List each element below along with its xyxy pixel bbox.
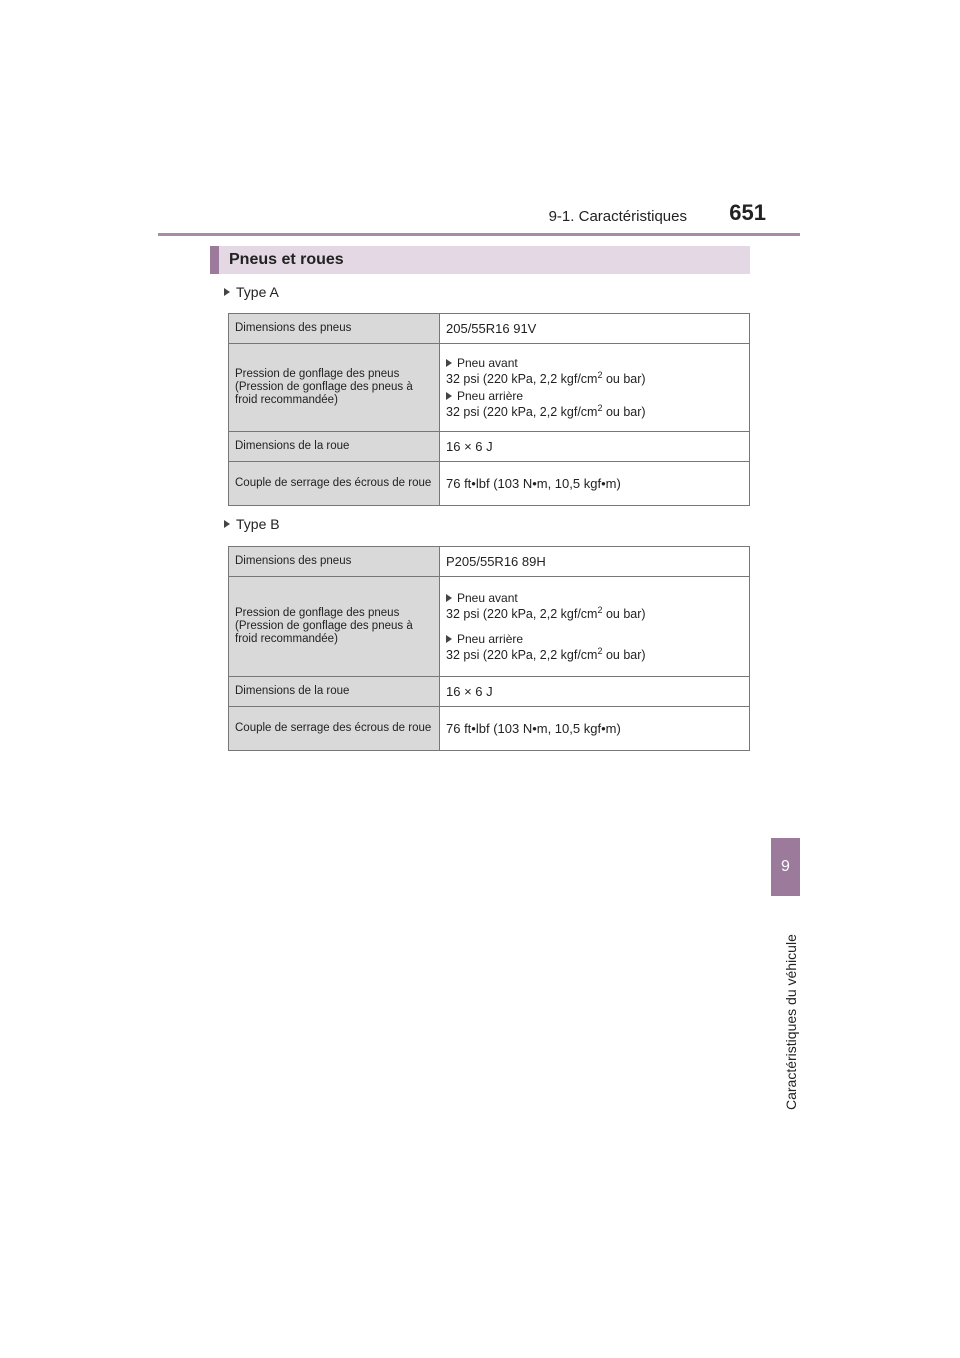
torque-value: 76 ft•lbf (103 N•m, 10,5 kgf•m) bbox=[440, 462, 750, 506]
table-row bbox=[229, 677, 750, 707]
pressure-label: Pression de gonflage des pneus (Pression de gonflage des pneus à froid recommandée) bbox=[229, 344, 440, 432]
section-label: 9-1. Caractéristiques bbox=[548, 208, 687, 225]
chapter-side-label: Caractéristiques du véhicule bbox=[783, 934, 799, 1110]
wheel-size-value: 16 × 6 J bbox=[440, 432, 750, 462]
wheel-size-label: Dimensions de la roue bbox=[229, 432, 440, 462]
wheel-size-value: 16 × 6 J bbox=[440, 677, 750, 707]
triangle-bullet-icon bbox=[224, 288, 230, 296]
pressure-value bbox=[440, 577, 750, 677]
tire-size-value: 205/55R16 91V bbox=[440, 314, 750, 344]
pressure-value bbox=[440, 344, 750, 432]
torque-value: 76 ft•lbf (103 N•m, 10,5 kgf•m) bbox=[440, 707, 750, 751]
spec-table-type-a bbox=[228, 313, 750, 506]
torque-label: Couple de serrage des écrous de roue bbox=[229, 462, 440, 506]
tire-size-label: Dimensions des pneus bbox=[229, 314, 440, 344]
table-row bbox=[229, 462, 750, 506]
pressure-label: Pression de gonflage des pneus (Pression de gonflage des pneus à froid recommandée) bbox=[229, 577, 440, 677]
tire-size-value: P205/55R16 89H bbox=[440, 547, 750, 577]
section-title: Pneus et roues bbox=[210, 246, 750, 274]
table-row bbox=[229, 344, 750, 432]
wheel-size-label: Dimensions de la roue bbox=[229, 677, 440, 707]
front-pressure: 32 psi (220 kPa, 2,2 kgf/$cm^2$ ou bar) bbox=[446, 605, 646, 622]
triangle-bullet-icon bbox=[224, 520, 230, 528]
table-row bbox=[229, 577, 750, 677]
chapter-tab: 9 bbox=[771, 838, 800, 896]
rear-pressure: 32 psi (220 kPa, 2,2 kgf/$cm^2$ ou bar) bbox=[446, 403, 646, 420]
front-tire-item: Pneu avant bbox=[446, 591, 743, 605]
front-tire-item: Pneu avant bbox=[446, 356, 743, 370]
header-rule bbox=[158, 233, 800, 236]
front-pressure: 32 psi (220 kPa, 2,2 kgf/$cm^2$ ou bar) bbox=[446, 369, 646, 386]
type-a-label: Type A bbox=[224, 284, 279, 300]
rear-pressure: 32 psi (220 kPa, 2,2 kgf/$cm^2$ ou bar) bbox=[446, 645, 646, 662]
type-b-label: Type B bbox=[224, 516, 280, 532]
tire-size-label: Dimensions des pneus bbox=[229, 547, 440, 577]
table-row bbox=[229, 707, 750, 751]
table-row bbox=[229, 547, 750, 577]
rear-tire-item: Pneu arrière bbox=[446, 389, 743, 403]
triangle-bullet-icon bbox=[446, 594, 452, 602]
page-number: 651 bbox=[729, 200, 766, 225]
triangle-bullet-icon bbox=[446, 635, 452, 643]
torque-label: Couple de serrage des écrous de roue bbox=[229, 707, 440, 751]
spec-table-type-b bbox=[228, 546, 750, 751]
triangle-bullet-icon bbox=[446, 392, 452, 400]
table-row bbox=[229, 432, 750, 462]
triangle-bullet-icon bbox=[446, 359, 452, 367]
table-row bbox=[229, 314, 750, 344]
rear-tire-item: Pneu arrière bbox=[446, 632, 743, 646]
